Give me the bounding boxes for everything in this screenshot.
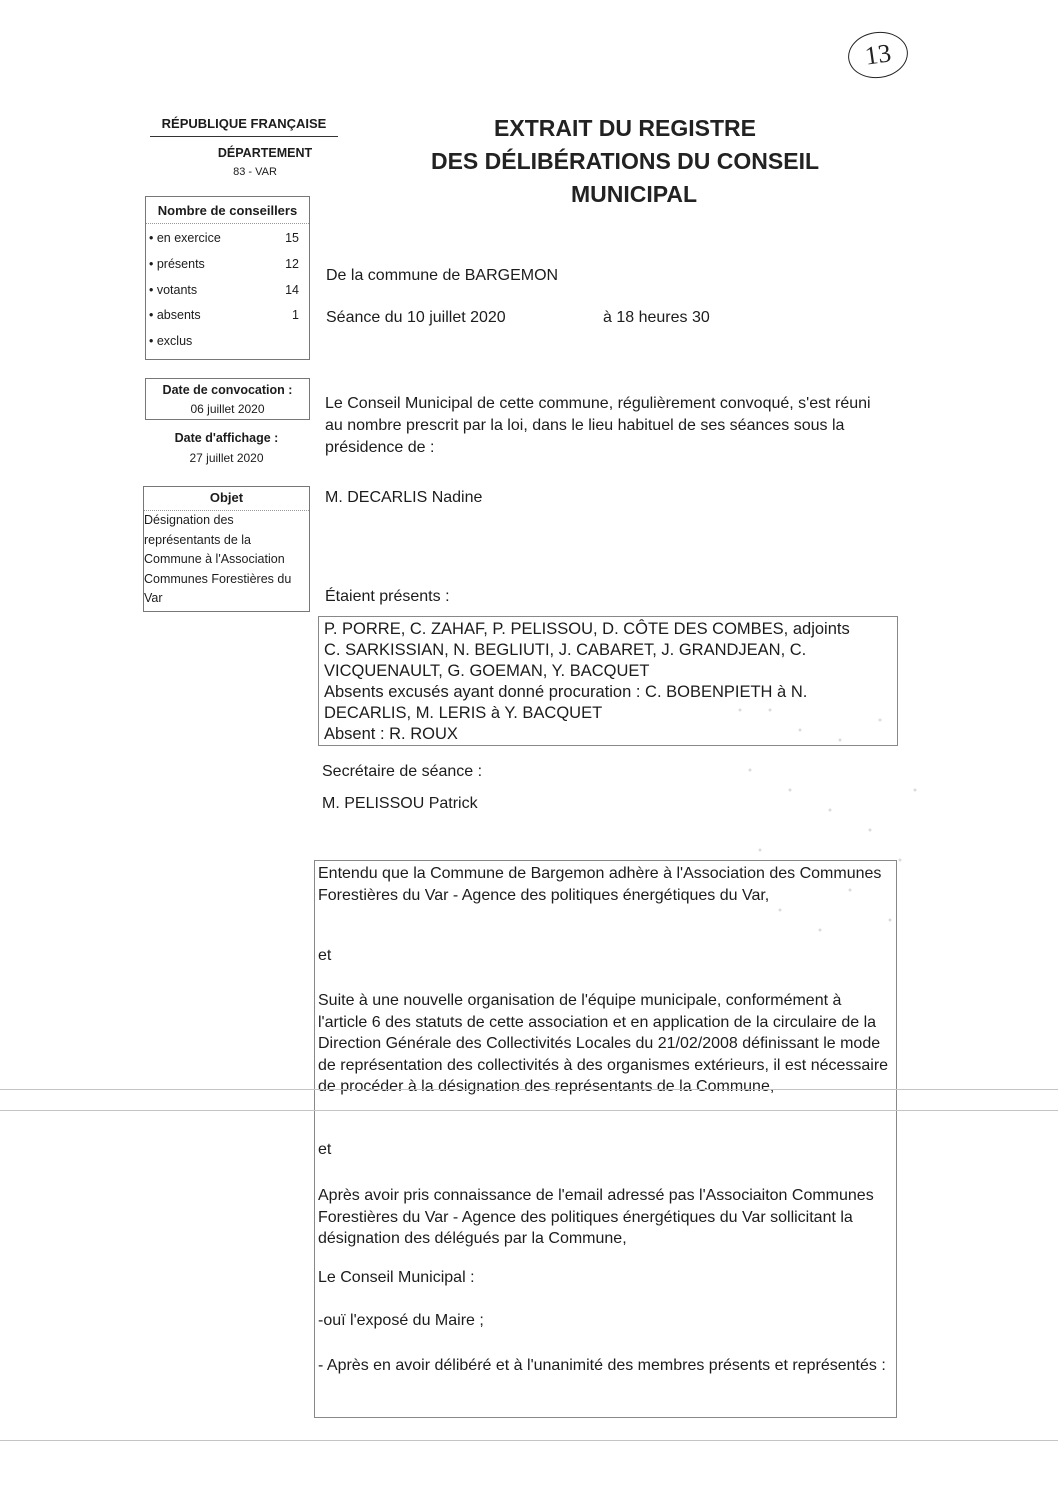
paragraph: Après avoir pris connaissance de l'email adressé pas l'Associaiton Communes Forestières du Var - Agence des politiques énergétiques du Var sollicitant la désignation des délégués par la Commune, <box>318 1187 874 1247</box>
presents-line: C. SARKISSIAN, N. BEGLIUTI, J. CABARET, J. GRANDJEAN, C. <box>324 641 807 659</box>
objet-text: Désignation des représentants de la Commune à l'Association Communes Forestières du Var <box>144 513 292 605</box>
intro-paragraph: Le Conseil Municipal de cette commune, régulièrement convoqué, s'est réuni au nombre prescrit par la loi, dans le lieu habituel de ses séances sous la présidence de : <box>325 395 871 456</box>
commune-line: De la commune de BARGEMON <box>326 267 559 284</box>
convocation-label: Date de convocation : <box>162 383 293 397</box>
convocation-date: 06 juillet 2020 <box>190 402 265 416</box>
paragraph: -ouï l'exposé du Maire ; <box>318 1312 484 1329</box>
conseillers-box <box>145 196 310 360</box>
scan-line <box>0 1089 1058 1090</box>
paragraph: Entendu que la Commune de Bargemon adhère à l'Association des Communes Forestières du Var - Agence des politiques énergétiques du Var, <box>318 865 882 904</box>
president-name: M. DECARLIS Nadine <box>325 489 483 506</box>
conseillers-row <box>149 308 299 322</box>
seance-date: Séance du 10 juillet 2020 <box>326 309 506 326</box>
affichage-label: Date d'affichage : <box>174 431 279 445</box>
paragraph-et: et <box>318 1141 332 1158</box>
departement-value: 83 - VAR <box>233 166 277 178</box>
title-line-1: EXTRAIT DU REGISTRE <box>494 115 756 141</box>
conseillers-row-value: 15 <box>285 231 299 245</box>
secretaire-name: M. PELISSOU Patrick <box>322 795 478 812</box>
conseillers-row-label: • en exercice <box>149 231 221 245</box>
paragraph: Le Conseil Municipal : <box>318 1269 475 1286</box>
divider <box>146 223 309 224</box>
objet-label: Objet <box>209 490 244 505</box>
departement-label: DÉPARTEMENT <box>217 146 313 160</box>
document-title <box>400 112 850 211</box>
conseillers-row-label: • absents <box>149 308 201 322</box>
seance-heure: à 18 heures 30 <box>603 309 710 326</box>
paragraph-et: et <box>318 947 332 964</box>
presents-line: Absents excusés ayant donné procuration : C. BOBENPIETH à N. <box>324 683 808 701</box>
conseillers-row-label: • présents <box>149 257 205 271</box>
divider <box>150 136 338 137</box>
conseillers-row-value: 1 <box>292 308 299 322</box>
conseillers-row-label: • exclus <box>149 334 193 348</box>
presents-label: Étaient présents : <box>325 588 450 605</box>
republique-francaise: RÉPUBLIQUE FRANÇAISE <box>161 116 327 131</box>
presents-line: Absent : R. ROUX <box>324 725 458 743</box>
paragraph: - Après en avoir délibéré et à l'unanimité des membres présents et représentés : <box>318 1357 886 1374</box>
presents-line: P. PORRE, C. ZAHAF, P. PELISSOU, D. CÔTE DES COMBES, adjoints <box>324 620 850 638</box>
conseillers-row <box>149 334 299 348</box>
deliberation-body-box <box>314 860 897 1418</box>
title-line-3: MUNICIPAL <box>570 181 698 207</box>
paragraph: Suite à une nouvelle organisation de l'équipe municipale, conformément à l'article 6 des statuts de cette association et en application de la circulaire de la Direction Générale des Collectivités Locales du 21/02/2008 définissant le mode de représentation des collectivités à des organismes extérieurs, il est nécessaire de procéder à la désignation des représentants de la Commune, <box>318 992 889 1095</box>
presents-line: DECARLIS, M. LERIS à Y. BACQUET <box>324 704 603 722</box>
title-line-2: DES DÉLIBÉRATIONS DU CONSEIL <box>430 148 820 174</box>
conseillers-row-label: • votants <box>149 283 198 297</box>
scan-line <box>0 1110 1058 1111</box>
convocation-box <box>145 378 310 420</box>
conseillers-row-value: 14 <box>285 283 299 297</box>
scan-line <box>0 1440 1058 1441</box>
conseillers-row <box>149 283 299 297</box>
affichage-date: 27 juillet 2020 <box>189 451 264 465</box>
presents-line: VICQUENAULT, G. GOEMAN, Y. BACQUET <box>324 662 650 680</box>
secretaire-label: Secrétaire de séance : <box>322 763 483 780</box>
objet-box <box>143 486 310 612</box>
conseillers-row <box>149 231 299 245</box>
page-number-stamp: 13 <box>845 28 911 82</box>
conseillers-row-value: 12 <box>285 257 299 271</box>
conseillers-heading: Nombre de conseillers <box>157 203 298 218</box>
conseillers-row <box>149 257 299 271</box>
